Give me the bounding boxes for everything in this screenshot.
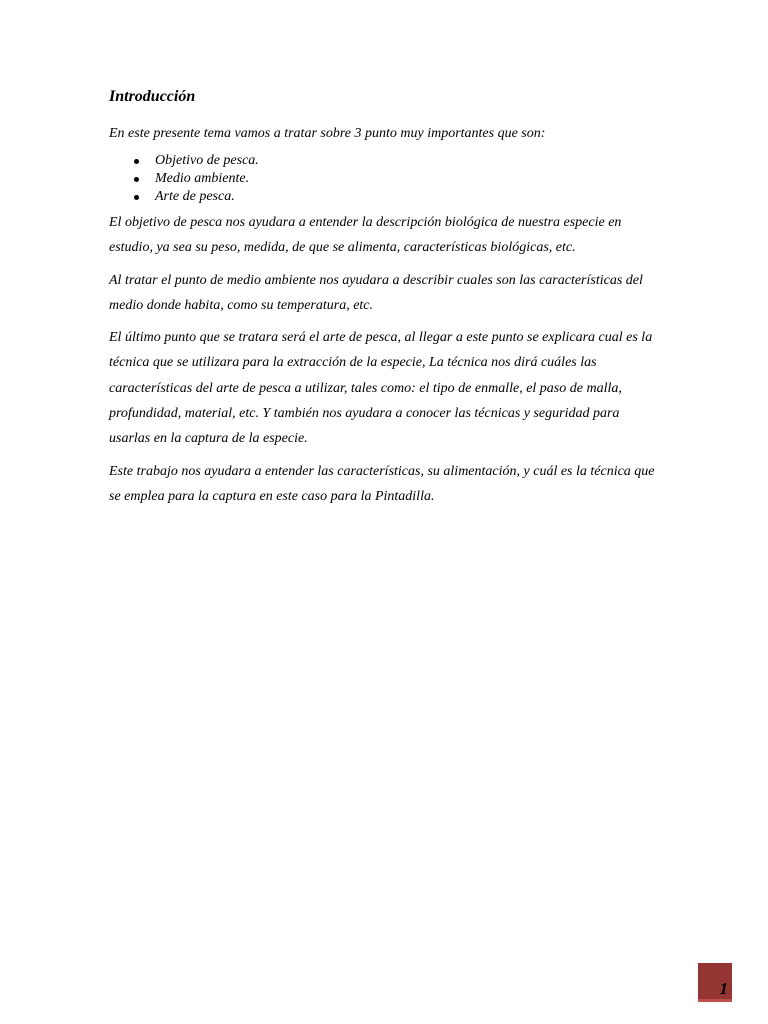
paragraph-medio-ambiente: Al tratar el punto de medio ambiente nos ayudara a describir cuales son las características del medio donde habita, como su temperatura, etc. [109,272,643,313]
paragraph-arte-de-pesca: El último punto que se tratara será el arte de pesca, al llegar a este punto se explicara cual es la técnica que se utilizara para la extracción de la especie, La técnica nos dirá cuáles las características del arte de pesca a utilizar, tales como: el tipo de enmalle, el paso de malla, profundidad, material, etc. Y también nos ayudara a conocer las técnicas y seguridad para usarlas en la captura de la especie. [109,330,653,447]
bullet-item [155,170,661,188]
bullet-item [155,188,661,206]
paragraph-conclusion: Este trabajo nos ayudara a entender las características, su alimentación, y cuál es la técnica que se emplea para la captura en este caso para la Pintadilla. [109,463,655,504]
page-number-box [698,963,732,1002]
bullet-item-text: Objetivo de pesca. [155,153,259,168]
bullet-dot-icon [134,177,139,182]
bullet-item-text: Medio ambiente. [155,171,250,186]
document-body [109,86,661,516]
bullet-item [155,152,661,170]
bullet-list [109,152,661,206]
paragraph-objetivo: El objetivo de pesca nos ayudara a entender la descripción biológica de nuestra especie en estudio, ya sea su peso, medida, de que se alimenta, características biológicas, etc. [109,215,622,256]
section-heading: Introducción [109,88,196,105]
bullet-dot-icon [134,159,139,164]
bullet-item-text: Arte de pesca. [155,189,235,204]
bullet-dot-icon [134,195,139,200]
intro-paragraph: En este presente tema vamos a tratar sobre 3 punto muy importantes que son: [109,126,546,141]
page-number: 1 [719,979,728,998]
